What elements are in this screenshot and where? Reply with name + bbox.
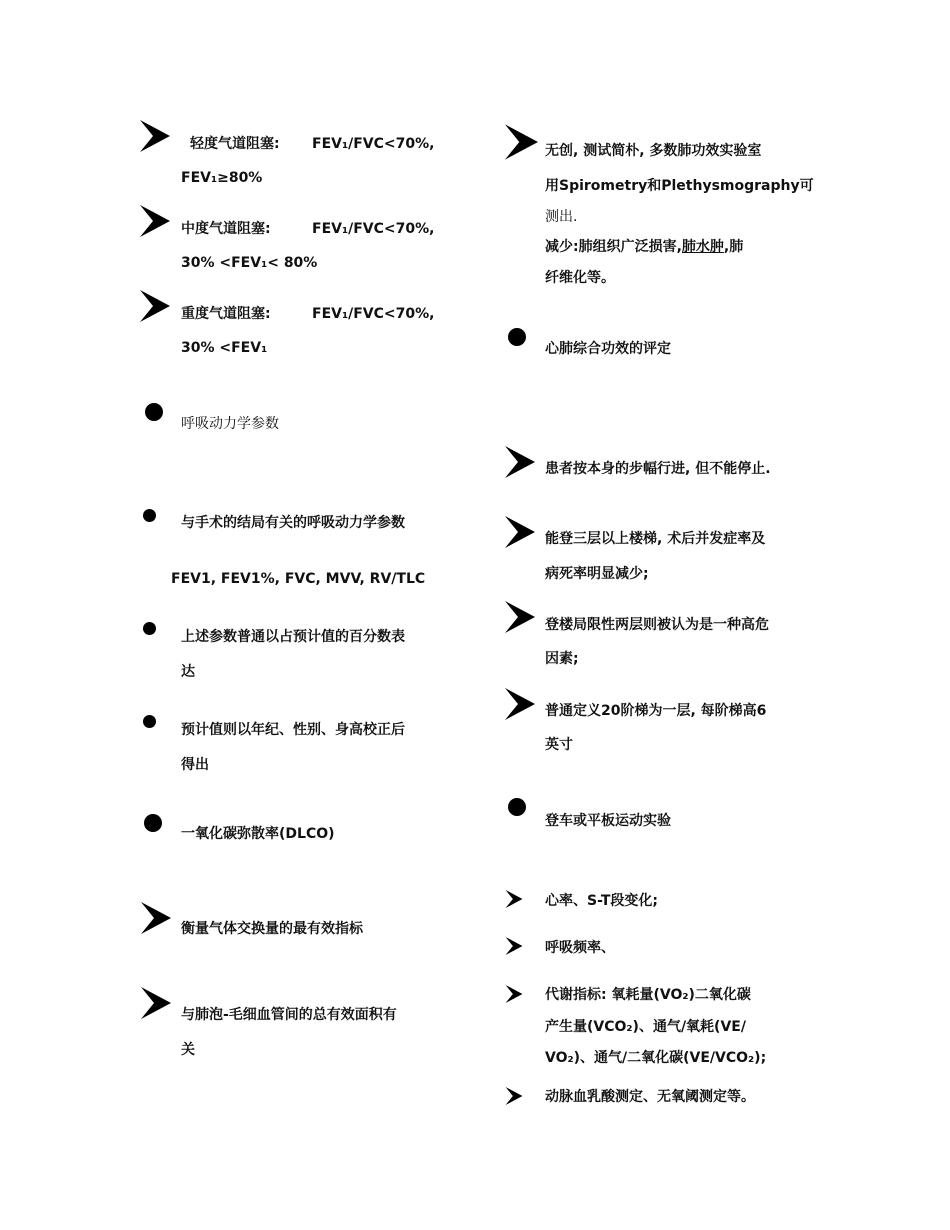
arrow-bullet-icon [140,290,170,322]
moderate-obstruction-ratio: FEV₁/FVC<70%, [312,221,435,237]
arrow-bullet-icon [505,985,523,1003]
noninvasive-line4 [545,230,743,265]
lactate-text: 动脉血乳酸测定、无氧阈测定等。 [545,1089,755,1105]
arrow-bullet-icon [505,601,535,633]
reduction-text: 减少:肺组织广泛损害, [545,239,682,255]
moderate-obstruction-label: 中度气道阻塞: [181,221,271,237]
arrow-bullet-icon [505,446,535,478]
stairs-two-line1: 登楼局限性两层则被认为是一种高危 [545,617,769,633]
severe-obstruction-fev1: 30% <FEV₁ [181,340,268,356]
severe-obstruction-label: 重度气道阻塞: [181,306,271,322]
cardiopulmonary-heading: 心肺综合功效的评定 [545,341,671,357]
predicted-value-line1: 预计值则以年纪、性别、身高校正后 [181,722,405,738]
exercise-test-heading: 登车或平板运动实验 [545,813,671,829]
bullet-dot-icon [508,798,526,816]
arrow-bullet-icon [141,987,171,1019]
gas-exchange-text: 衡量气体交换量的最有效指标 [181,921,363,937]
arrow-bullet-icon [140,120,170,152]
bullet-dot-icon [145,403,163,421]
mild-obstruction-ratio: FEV₁/FVC<70%, [312,136,435,152]
stairs-three-line2: 病死率明显减少; [545,566,649,582]
bullet-dot-icon [144,814,162,832]
arrow-bullet-icon [141,902,171,934]
outcome-params-text: 与手术的结局有关的呼吸动力学参数 [181,515,405,531]
walk-test-text: 患者按本身的步幅行进, 但不能停止. [545,461,771,477]
noninvasive-line5: 纤维化等。 [545,270,615,286]
predicted-value-line2: 得出 [181,757,209,773]
stair-definition-line2: 英寸 [545,737,573,753]
metabolic-line2: 产生量(VCO₂)、通气/氧耗(VE/ [545,1019,746,1035]
mild-obstruction-fev1: FEV₁≥80% [181,170,263,186]
noninvasive-line2: 用Spirometry和Plethysmography可 [545,178,814,194]
stair-definition-line1: 普通定义20阶梯为一层, 每阶梯高6 [545,703,767,719]
stairs-two-line2: 因素; [545,651,579,667]
alveolar-area-line1: 与肺泡-毛细血管间的总有效面积有 [181,1007,397,1023]
dlco-heading: 一氧化碳弥散率(DLCO) [181,826,335,842]
percent-expression-line2: 达 [181,664,195,680]
percent-expression-line1: 上述参数普通以占预计值的百分数表 [181,629,405,645]
moderate-obstruction-fev1: 30% <FEV₁< 80% [181,255,318,271]
arrow-bullet-icon [505,688,535,720]
heart-rate-text: 心率、S-T段变化; [545,893,658,909]
noninvasive-line3: 测出. [545,209,578,225]
arrow-bullet-icon [140,205,170,237]
respiratory-rate-text: 呼吸频率、 [545,940,615,956]
reduction-text-end: ,肺 [723,239,744,255]
metabolic-line1: 代谢指标: 氧耗量(VO₂)二氧化碳 [545,987,751,1003]
severe-obstruction-ratio: FEV₁/FVC<70%, [312,306,435,322]
bullet-dot-icon [143,509,156,522]
bullet-dot-icon [508,328,526,346]
arrow-bullet-icon [505,937,523,955]
arrow-bullet-icon [505,890,523,908]
param-list-text: FEV1, FEV1%, FVC, MVV, RV/TLC [171,571,426,587]
bullet-dot-icon [143,715,156,728]
noninvasive-line1: 无创, 测试简朴, 多数肺功效实验室 [545,143,762,159]
arrow-bullet-icon [505,516,535,548]
alveolar-area-line2: 关 [181,1042,195,1058]
respiratory-dynamics-heading: 呼吸动力学参数 [181,416,279,432]
mild-obstruction-label: 轻度气道阻塞: [190,136,280,152]
arrow-bullet-icon [505,124,538,160]
bullet-dot-icon [143,622,156,635]
metabolic-line3: VO₂)、通气/二氧化碳(VE/VCO₂); [545,1050,767,1066]
arrow-bullet-icon [505,1087,523,1105]
stairs-three-line1: 能登三层以上楼梯, 术后并发症率及 [545,531,766,547]
pulmonary-edema-link[interactable]: 肺水肿 [681,239,724,255]
